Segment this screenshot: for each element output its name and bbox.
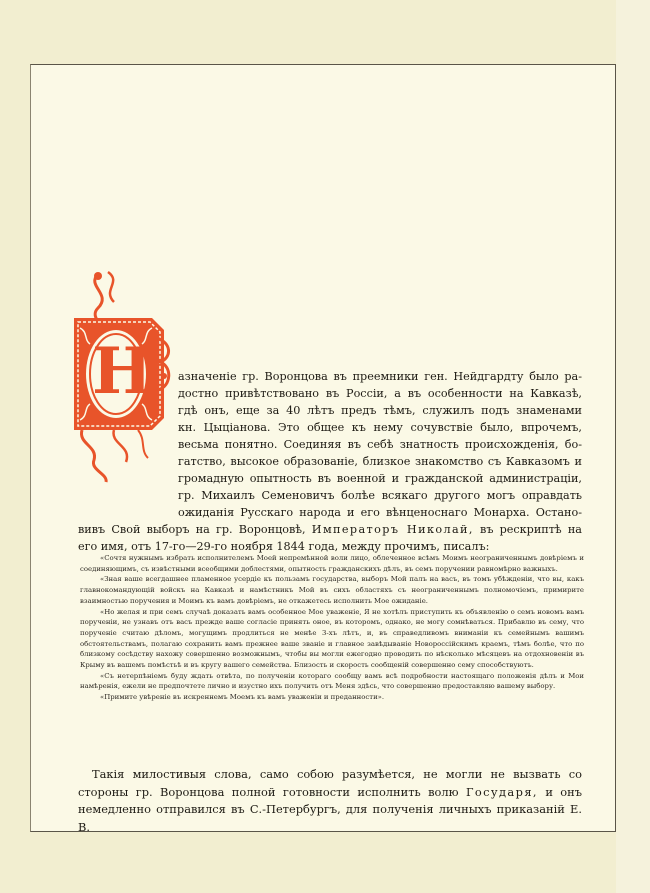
quote-paragraph: «Но желая и при семъ случаѣ доказать вамъ особенное Мое уваженіе, Я не хотѣлъ приступить къ объявленію о семъ новомъ вамъ порученіи, не узнавъ отъ васъ прежде ваше согласіе принять оное, въ которомъ, однако, не могу сомнѣваться. Прибавлю въ сему, что порученіе считаю дѣломъ, могущимъ продлиться не менѣе 3-хъ лѣтъ, и, въ справедливомъ вниманіи къ семейнымъ вашимъ обстоятельствамъ, полагаю сохранить вамъ прежнее ваше званіе и главное завѣдываніе Новороссійскимъ краемъ, тѣмъ болѣе, что по близкому сосѣдству нахожу совершенно возможнымъ, чтобы вы могли ежегодно проводить по нѣсколько мѣсяцевъ на отдохновеніи въ Крыму въ вашемъ помѣстьѣ и въ кругу вашего семейства. Близость и скорость сообщеній совершенно сему способствуютъ.	[80, 607, 584, 670]
body-line: кн. Цыціанова. Это общее къ нему сочувствіе было, впрочемъ,	[178, 421, 582, 434]
page-margin-shade	[616, 0, 650, 893]
body-text-span: въ рескриптѣ на	[473, 523, 582, 536]
body-line: достно привѣтствовано въ Россіи, а въ особенности на Кавказѣ,	[178, 387, 582, 400]
body-line: ожиданія Русскаго народа и его вѣнценоснаго Монарха. Остано-	[178, 506, 582, 519]
opening-paragraph	[178, 368, 582, 521]
body-line: гатство, высокое образованіе, близкое знакомство съ Кавказомъ и	[178, 455, 582, 468]
body-line-full	[78, 521, 582, 538]
emperor-name: Императоръ Николай,	[311, 523, 474, 536]
ornamental-initial	[68, 268, 176, 486]
sovereign-word: Государя,	[465, 784, 538, 799]
quote-paragraph: «Сочтя нужнымъ избрать исполнителемъ Моей непремѣнной воли лицо, облеченное всѣмъ Моимъ неограниченнымъ довѣріемъ и соединяющимъ, съ извѣстными всеобщими доблестями, опытность гражданскихъ дѣлъ, въ семъ поручении равномѣрно важныхъ.	[80, 554, 584, 573]
body-line: гр. Михаилъ Семеновичъ болѣе всякаго другого могъ оправдать	[178, 489, 582, 502]
quote-paragraph: «Примите увѣреніе въ искреннемъ Моемъ къ вамъ уваженіи и преданности».	[100, 693, 385, 702]
body-line: азначеніе гр. Воронцова въ преемники ген. Нейдгардту было ра-	[178, 370, 582, 383]
body-line: громадную опытность въ военной и гражданской администраціи,	[178, 472, 582, 485]
body-line: гдѣ онъ, еще за 40 лѣтъ предъ тѣмъ, служилъ подъ знаменами	[178, 404, 582, 417]
initial-letter: Н	[92, 334, 153, 409]
closing-text: Такія милостивыя слова, само собою разумѣется, не могли не вызвать со стороны гр. Воронцова полной готовности исполнить волю	[78, 767, 582, 799]
closing-text: и онъ немедленно отправился въ С.-Петербургъ, для полученія личныхъ приказаній Е. В.	[78, 784, 582, 834]
body-text-span: вивъ Свой выборъ на гр. Воронцовѣ,	[78, 523, 312, 536]
quote-paragraph: «Зная ваше всегдашнее пламенное усердіе къ пользамъ государства, выборъ Мой палъ на васъ, въ томъ убѣжденіи, что вы, какъ главнокомандующій войскъ на Кавказѣ и намѣстникъ Мой въ сихъ областяхъ съ неограниченнымъ полномочіемъ, примирите взаимностью поручения и Моимъ къ вамъ довѣріемъ, не откажетесь исполнить Мое ожиданіе.	[80, 575, 584, 605]
body-line: весьма понятно. Соединяя въ себѣ знатность происхожденія, бо-	[178, 438, 582, 451]
closing-paragraph	[78, 766, 582, 836]
quote-paragraph: «Съ нетерпѣніемъ буду ждать отвѣта, по полученіи котораго сообщу вамъ всѣ подробности настоящаго положенія дѣлъ и Мои намѣренія, ежели не предпочтете лично и изустно ихъ получить отъ Меня здѣсь, что совершенно предоставляю вашему выбору.	[80, 671, 584, 691]
rescript-quote	[80, 553, 584, 703]
body-line-full: его имя, отъ 17-го—29-го ноября 1844 года, между прочимъ, писалъ:	[78, 540, 490, 553]
